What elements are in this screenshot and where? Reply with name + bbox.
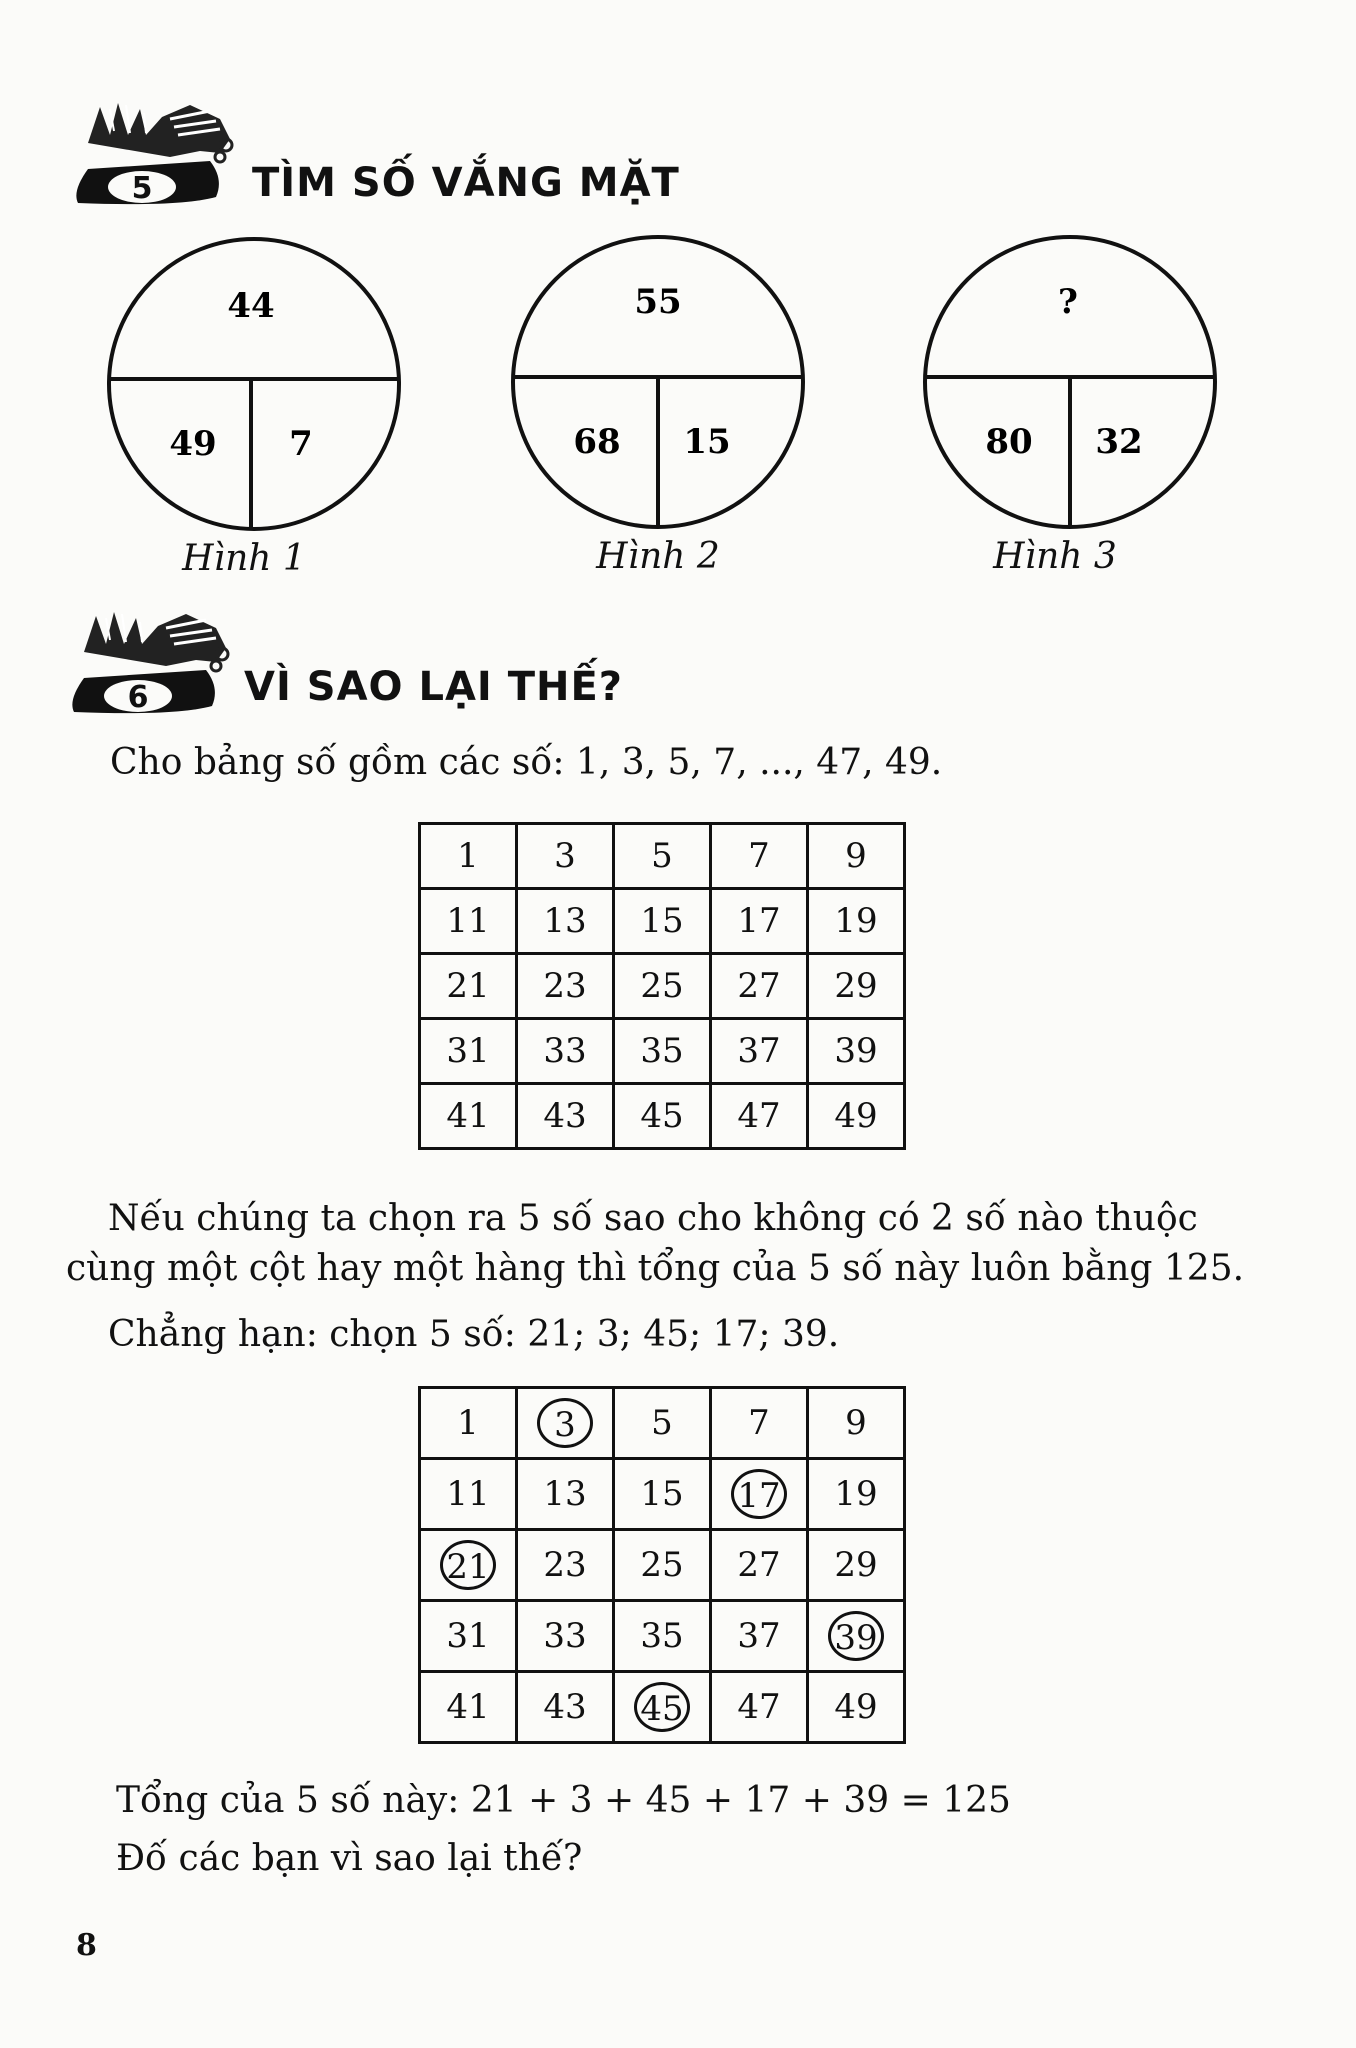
cell-number: 3 [554,836,576,876]
table-cell [614,1084,711,1149]
table-cell [614,1601,711,1672]
table-cell [808,889,905,954]
table-cell [711,824,808,889]
table-cell [614,1388,711,1459]
cell-number: 29 [834,966,878,1006]
figure-1-top-number: 44 [227,286,275,326]
table-cell [517,1388,614,1459]
cell-number: 23 [543,1545,587,1585]
table-cell [711,1601,808,1672]
cell-number: 15 [640,1474,684,1514]
cell-number: 11 [446,901,490,941]
intro-text: Cho bảng số gồm các số: 1, 3, 5, 7, ..., 47, 49. [110,742,943,783]
cell-number: 13 [543,901,587,941]
table-row [420,1084,905,1149]
table-row [420,1019,905,1084]
sum-line: Tổng của 5 số này: 21 + 3 + 45 + 17 + 39 = 125 [116,1780,1011,1821]
table-cell [420,889,517,954]
table-cell [711,1672,808,1743]
table-cell [614,1019,711,1084]
table-cell [420,1530,517,1601]
cell-number: 45 [640,1096,684,1136]
figure-2-circle [507,231,809,533]
table-cell [517,1084,614,1149]
cell-number: 9 [845,1403,867,1443]
cell-number: 19 [834,901,878,941]
section-6-badge [66,604,236,719]
figure-3-right-number: 32 [1095,422,1143,462]
cell-number: 11 [446,1474,490,1514]
figure-3-circle [919,231,1221,533]
cell-number: 21 [446,966,490,1006]
table-row [420,889,905,954]
table-cell [517,954,614,1019]
cell-number: 37 [737,1616,781,1656]
cell-number: 43 [543,1096,587,1136]
figure-3-top-number: ? [1058,282,1078,322]
table-cell [420,954,517,1019]
table-cell [808,1388,905,1459]
table-row [420,1672,905,1743]
cell-number: 29 [834,1545,878,1585]
table-cell [808,1601,905,1672]
table-cell [420,1601,517,1672]
table-cell [517,1672,614,1743]
table-cell [808,1019,905,1084]
table-cell [420,1084,517,1149]
table-cell [517,889,614,954]
table-cell [517,1601,614,1672]
table-cell [614,954,711,1019]
cell-number: 31 [446,1031,490,1071]
question-text: Đố các bạn vì sao lại thế? [116,1838,583,1879]
cell-number: 5 [651,836,673,876]
cell-number: 35 [640,1616,684,1656]
table-cell [808,1530,905,1601]
section-5-badge [70,95,240,210]
table-cell [614,1459,711,1530]
cell-number: 33 [543,1031,587,1071]
cell-number: 19 [834,1474,878,1514]
table-row [420,824,905,889]
figure-2-left-number: 68 [573,422,621,462]
figure-2-top-number: 55 [634,282,682,322]
table-cell [808,1672,905,1743]
figure-3-left-number: 80 [985,422,1033,462]
table-cell [420,1388,517,1459]
cell-number: 1 [457,836,479,876]
table-cell [711,1459,808,1530]
table-row [420,1601,905,1672]
cell-number: 17 [737,901,781,941]
cell-number: 31 [446,1616,490,1656]
figure-1-caption: Hình 1 [182,538,306,579]
explanation-line-2: cùng một cột hay một hàng thì tổng của 5 số này luôn bằng 125. [66,1248,1245,1289]
table-cell [808,954,905,1019]
cell-number: 7 [748,836,770,876]
table-row [420,1388,905,1459]
figure-1-left-number: 49 [169,424,217,464]
circled-number: 45 [634,1682,690,1732]
number-table-2-circled [418,1386,906,1744]
cell-number: 49 [834,1687,878,1727]
table-row [420,954,905,1019]
cell-number: 37 [737,1031,781,1071]
number-table-1 [418,822,906,1150]
table-cell [711,1084,808,1149]
section-6-title: VÌ SAO LẠI THẾ? [244,664,624,710]
page-number: 8 [76,1928,97,1963]
cell-number: 1 [457,1403,479,1443]
figure-2-right-number: 15 [683,422,731,462]
cell-number: 9 [845,836,867,876]
table-cell [420,1459,517,1530]
figure-3-caption: Hình 3 [993,536,1117,577]
cell-number: 25 [640,966,684,1006]
cell-number: 33 [543,1616,587,1656]
table-cell [711,889,808,954]
table-cell [614,1530,711,1601]
figure-2-caption: Hình 2 [596,536,720,577]
cell-number: 27 [737,1545,781,1585]
table-cell [614,1672,711,1743]
table-cell [517,1530,614,1601]
table-row [420,1530,905,1601]
cell-number: 5 [651,1403,673,1443]
cell-number: 35 [640,1031,684,1071]
cell-number: 47 [737,1687,781,1727]
cell-number: 15 [640,901,684,941]
cell-number: 47 [737,1096,781,1136]
cell-number: 27 [737,966,781,1006]
circled-number: 17 [731,1469,787,1519]
table-cell [711,1388,808,1459]
table-cell [808,824,905,889]
table-cell [808,1459,905,1530]
circled-number: 3 [537,1398,593,1448]
explanation-line-1: Nếu chúng ta chọn ra 5 số sao cho không có 2 số nào thuộc [108,1198,1198,1239]
cell-number: 49 [834,1096,878,1136]
cell-number: 41 [446,1687,490,1727]
circled-number: 21 [440,1540,496,1590]
example-text: Chẳng hạn: chọn 5 số: 21; 3; 45; 17; 39. [108,1314,840,1355]
figure-1-right-number: 7 [289,424,313,464]
cell-number: 13 [543,1474,587,1514]
cell-number: 23 [543,966,587,1006]
circled-number: 39 [828,1611,884,1661]
cell-number: 25 [640,1545,684,1585]
figure-1-circle [103,233,405,535]
ticket-stack-icon [84,612,228,671]
table-cell [517,1459,614,1530]
cell-number: 39 [834,1031,878,1071]
table-cell [420,1672,517,1743]
table-cell [614,889,711,954]
table-cell [711,954,808,1019]
ticket-stack-icon [88,103,232,162]
table-cell [420,1019,517,1084]
table-cell [517,1019,614,1084]
cell-number: 41 [446,1096,490,1136]
table-cell [711,1530,808,1601]
cell-number: 7 [748,1403,770,1443]
table-cell [420,824,517,889]
table-cell [808,1084,905,1149]
section-5-title: TÌM SỐ VẮNG MẶT [252,160,680,206]
table-cell [614,824,711,889]
table-row [420,1459,905,1530]
table-cell [711,1019,808,1084]
badge-number: 5 [131,171,153,206]
table-cell [517,824,614,889]
cell-number: 43 [543,1687,587,1727]
badge-number: 6 [127,680,149,715]
